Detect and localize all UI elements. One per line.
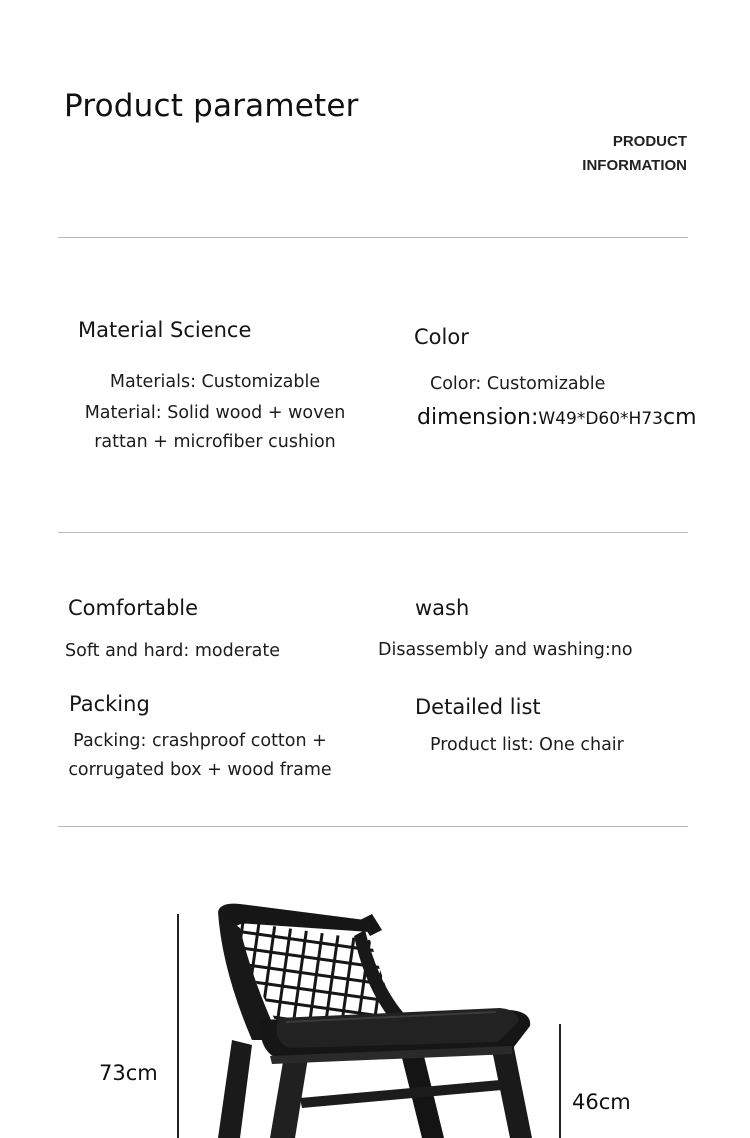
dimension-unit: cm	[662, 405, 697, 430]
seat-height-measure-label: 46cm	[572, 1090, 631, 1114]
dimension-value: W49*D60*H73	[538, 409, 663, 429]
comfort-line-1: Soft and hard: moderate	[65, 641, 281, 661]
page-title: Product parameter	[64, 88, 359, 124]
section-subtitle	[582, 130, 687, 178]
subtitle-line-1: PRODUCT	[612, 133, 687, 150]
packing-info	[62, 727, 338, 785]
material-line-1: Materials: Customizable	[109, 372, 321, 392]
chair-image	[160, 880, 590, 1138]
comfort-heading: Comfortable	[68, 596, 199, 620]
subtitle-line-2: INFORMATION	[582, 157, 687, 174]
packing-heading: Packing	[69, 692, 150, 716]
wash-line-1: Disassembly and washing:no	[378, 640, 633, 660]
color-line-1: Color: Customizable	[430, 374, 606, 394]
divider	[58, 532, 688, 533]
dimension-label: dimension:	[417, 405, 539, 430]
divider	[58, 237, 688, 238]
material-line-2: Material: Solid wood + woven	[84, 403, 346, 423]
color-heading: Color	[414, 325, 469, 349]
material-line-3: rattan + microfiber cushion	[94, 432, 336, 452]
detailed-line-1: Product list: One chair	[430, 735, 624, 755]
height-measure-label: 73cm	[99, 1061, 158, 1085]
dimension-line	[417, 405, 697, 430]
detailed-heading: Detailed list	[415, 695, 541, 719]
material-info	[58, 368, 372, 457]
wash-heading: wash	[415, 596, 470, 620]
material-heading: Material Science	[78, 318, 252, 342]
packing-line-1: Packing: crashproof cotton +	[73, 731, 327, 751]
packing-line-2: corrugated box + wood frame	[68, 760, 332, 780]
divider	[58, 826, 688, 827]
